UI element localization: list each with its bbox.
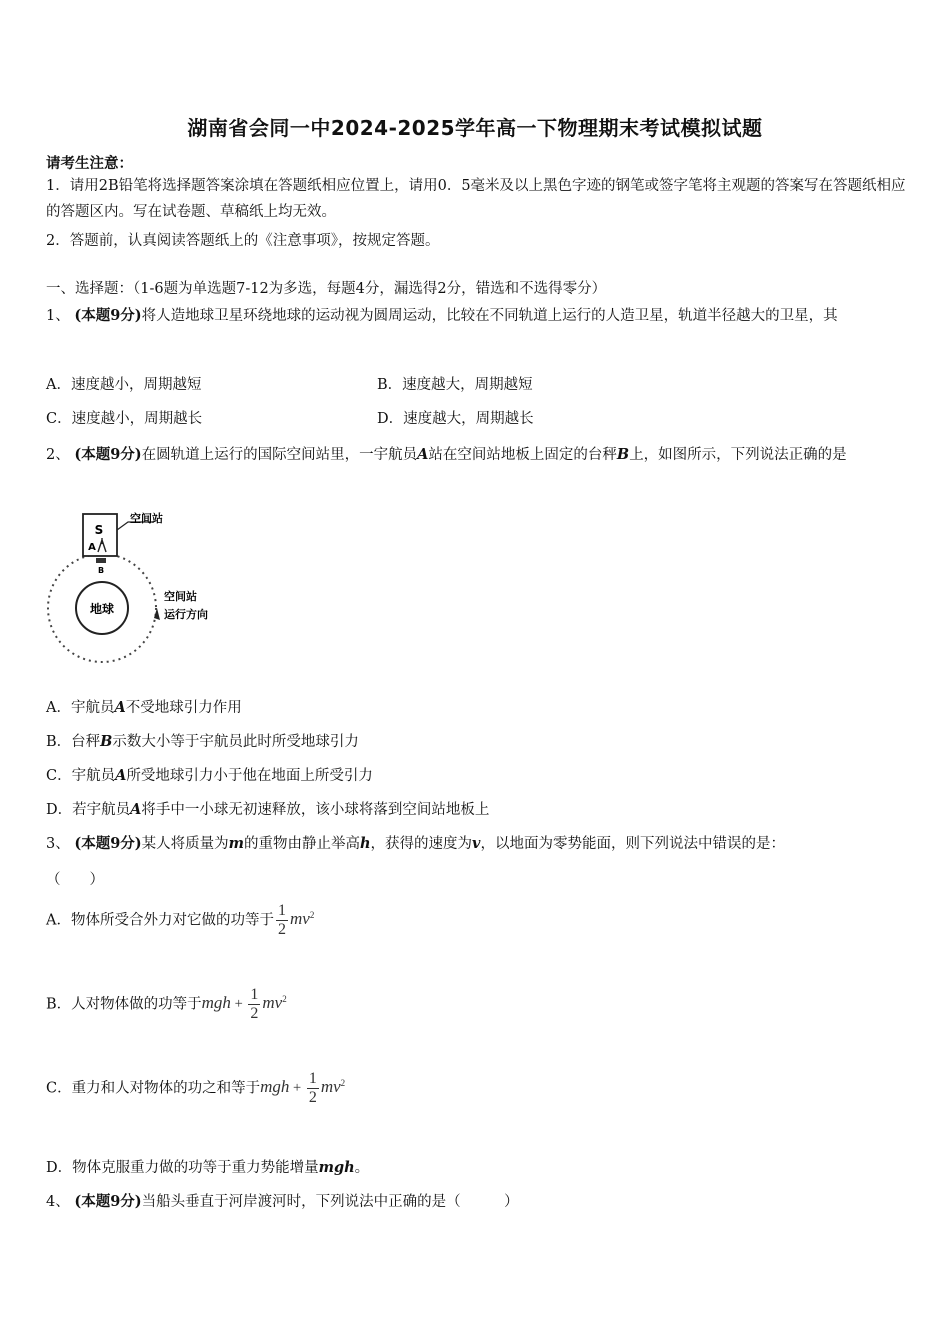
q3-option-b: B．人对物体做的功等于mgh + $\frac{1}{2}$ $mv^2$ — [46, 986, 287, 1022]
space-station-figure — [42, 508, 242, 672]
q2-option-b: B．台秤B示数大小等于宇航员此时所受地球引力 — [46, 733, 359, 750]
question-text: 上，如图所示，下列说法正确的是 — [629, 447, 847, 463]
q2-option-d: D．若宇航员A将手中一小球无初速释放，该小球将落到空间站地板上 — [46, 801, 490, 818]
q3-option-a: A．物体所受合外力对它做的功等于 $\frac{1}{2}$ $mv^2$ — [46, 902, 315, 938]
question-text: 站在空间站地板上固定的台秤 — [428, 447, 617, 463]
label-b: B — [97, 566, 105, 575]
q1-option-b: B．速度越大，周期越短 — [377, 377, 533, 393]
q2-option-c: C．宇航员A所受地球引力小于他在地面上所受引力 — [46, 767, 373, 784]
question-number: 2、 — [46, 447, 70, 463]
direction-label-1: 空间站 — [164, 590, 197, 603]
page-title: 湖南省会同一中2024-2025学年高一下物理期末考试模拟试题 — [187, 116, 763, 140]
question-4-stem: 4、 (本题9分)当船头垂直于河岸渡河时，下列说法中正确的是（ ） — [46, 1193, 519, 1210]
formula-mgh-plus-half-mv2: mgh + $\frac{1}{2}$ $mv^2$ — [260, 1070, 346, 1106]
earth-label: 地球 — [89, 602, 115, 616]
q2-option-a: A．宇航员A不受地球引力作用 — [46, 699, 242, 716]
scale-b — [96, 558, 106, 563]
question-text: 在圆轨道上运行的国际空间站里，一宇航员 — [141, 447, 418, 463]
formula-half-mv2: $\frac{1}{2}$ $mv^2$ — [277, 902, 315, 938]
variable-a: A — [417, 446, 429, 463]
q3-option-c: C．重力和人对物体的功之和等于mgh + $\frac{1}{2}$ $mv^2$ — [46, 1070, 346, 1106]
question-text: 将人造地球卫星环绕地球的运动视为圆周运动，比较在不同轨道上运行的人造卫星，轨道半径越大的卫星，其 — [141, 308, 838, 324]
station-label: 空间站 — [130, 512, 163, 525]
section-heading: 一、选择题：（1-6题为单选题7-12为多选，每题4分，漏选得2分，错选和不选得零分） — [46, 281, 607, 297]
notice-heading: 请考生注意： — [46, 155, 133, 172]
label-s: S — [94, 523, 104, 537]
q1-option-c: C．速度越小，周期越长 — [46, 411, 203, 427]
question-1-stem — [46, 298, 908, 334]
notice-item-2: 2．答题前，认真阅读答题纸上的《注意事项》，按规定答题。 — [46, 233, 440, 249]
direction-label-2: 运行方向 — [164, 608, 208, 621]
label-a: A — [88, 542, 96, 553]
question-score: (本题9分) — [74, 1193, 142, 1210]
variable-b: B — [616, 446, 630, 463]
q3-option-d: D．物体克服重力做的功等于重力势能增量mgh。 — [46, 1159, 370, 1176]
question-2-stem — [46, 437, 908, 473]
question-3-stem: 3、 (本题9分)某人将质量为m的重物由静止举高h，获得的速度为v，以地面为零势能面，则下列说法中错误的是： — [46, 835, 785, 852]
q1-option-d: D．速度越大，周期越长 — [377, 411, 534, 427]
question-score: (本题9分) — [74, 835, 142, 852]
notice-item-1: 1．请用2B铅笔将选择题答案涂填在答题纸相应位置上，请用0．5毫米及以上黑色字迹的钢笔或签字笔将主观题的答案写在答题纸相应的答题区内。写在试卷题、草稿纸上均无效。 — [46, 178, 906, 220]
question-score: (本题9分) — [74, 446, 142, 463]
q1-option-a: A．速度越小，周期越短 — [46, 377, 202, 393]
formula-mgh-plus-half-mv2: mgh + $\frac{1}{2}$ $mv^2$ — [201, 986, 287, 1022]
question-number: 1、 — [46, 308, 70, 324]
question-number: 3、 — [46, 836, 70, 852]
question-score: (本题9分) — [74, 307, 142, 324]
q3-paren: （ ） — [46, 872, 104, 888]
question-number: 4、 — [46, 1194, 70, 1210]
